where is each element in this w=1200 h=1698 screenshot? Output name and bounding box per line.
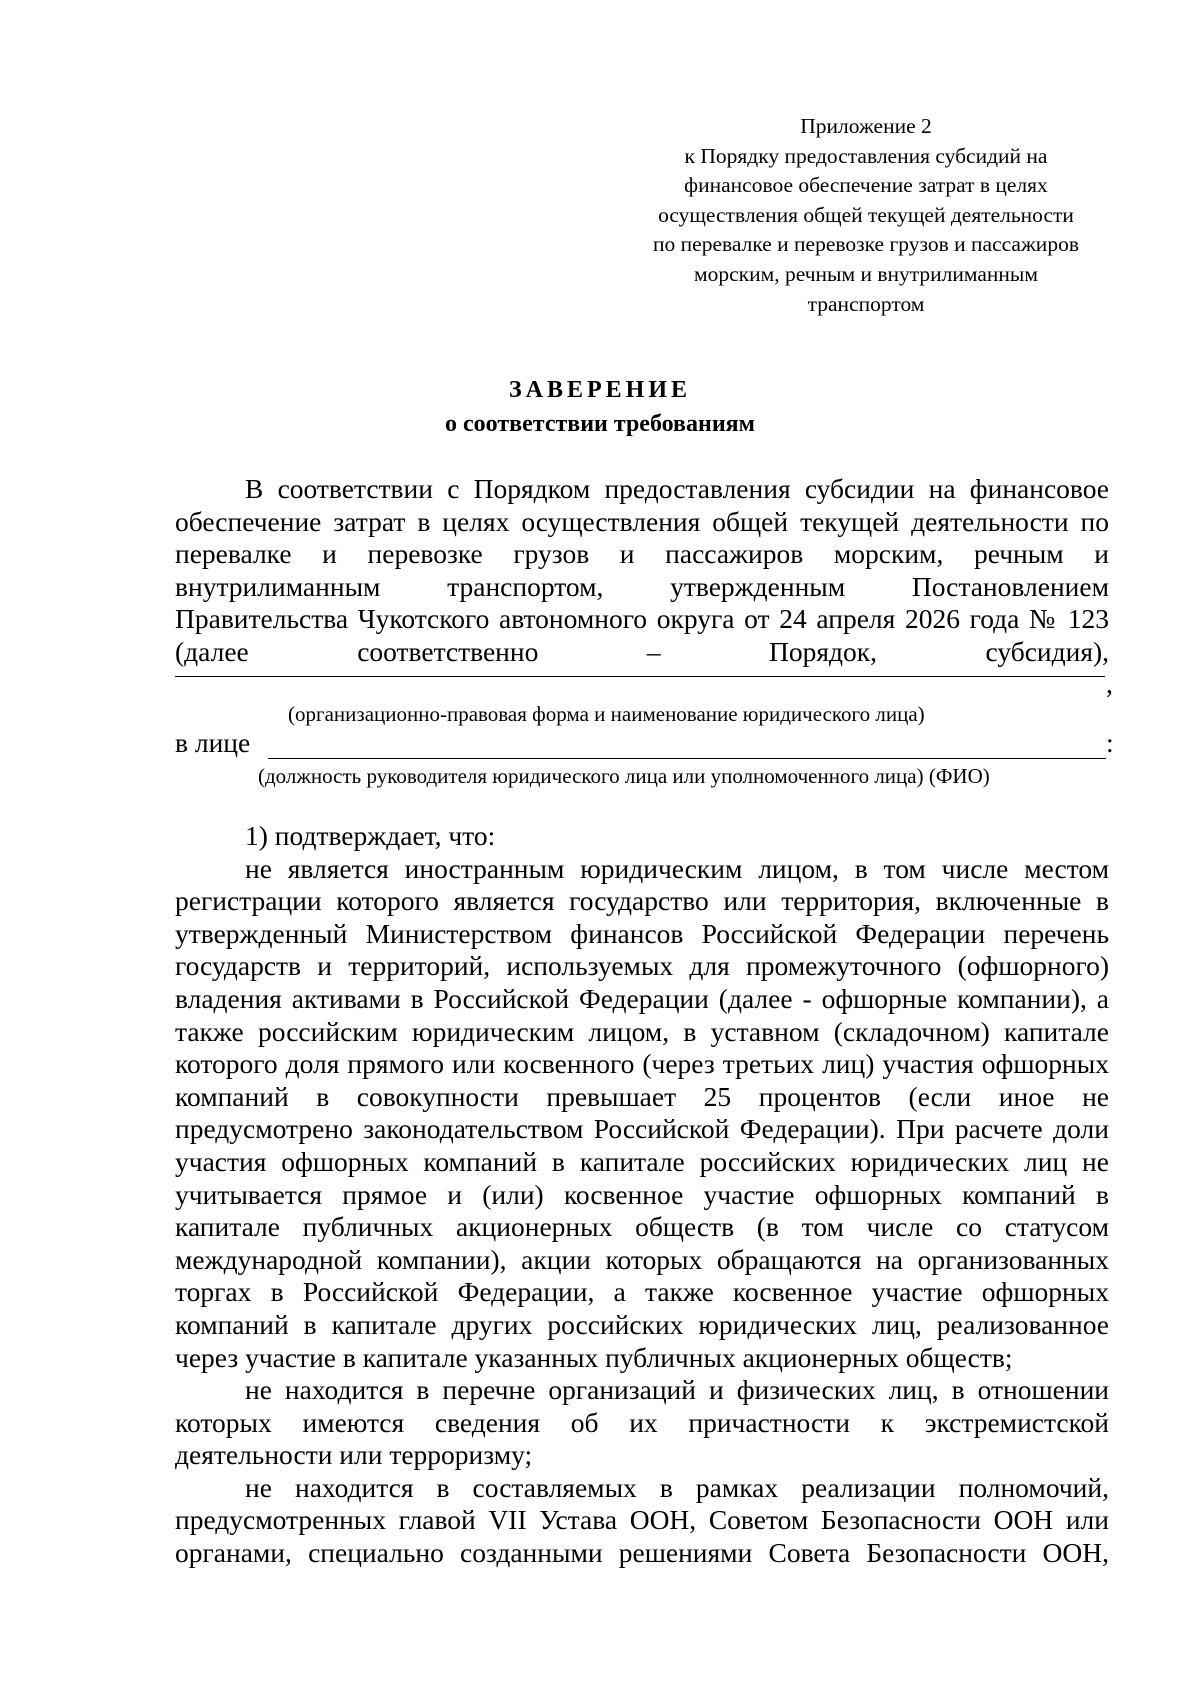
intro-word: субсидия), — [985, 635, 1110, 667]
org-name-trailing-comma: , — [1106, 668, 1113, 699]
intro-line: перевалке и перевозке грузов и пассажиров морским, речным и — [175, 538, 1109, 570]
item2-line: которых имеются сведения об их причастности к экстремистской — [175, 1406, 1109, 1438]
item3-line: предусмотренных главой VII Устава ООН, Советом Безопасности ООН или — [175, 1504, 1109, 1536]
intro-line-last — [175, 636, 1109, 669]
annex-line: по перевалке и перевозке грузов и пассажиров — [653, 232, 1079, 257]
item3-line: органами, специально созданными решениями Совета Безопасности ООН, — [175, 1537, 1109, 1569]
annex-line: финансовое обеспечение затрат в целях — [684, 173, 1048, 198]
intro-line: внутрилиманным транспортом, утвержденным Постановлением — [175, 570, 1109, 602]
item1-line: учитывается прямое и (или) косвенное участие офшорных компаний в — [175, 1178, 1109, 1210]
confirm-heading: 1) подтверждает, что: — [245, 820, 496, 851]
item1-line: государств и территорий, используемых для промежуточного (офшорного) — [175, 950, 1109, 982]
item1-line: компаний в капитале других российских юридических лиц, реализованное — [175, 1308, 1109, 1340]
item1-line: не является иностранным юридическим лицом, в том числе местом — [245, 852, 1109, 884]
item1-line: компаний в совокупности превышает 25 процентов (если иное не — [175, 1080, 1109, 1112]
item1-line: торгах в Российской Федерации, а также косвенное участие офшорных — [175, 1276, 1109, 1308]
item1-line: через участие в капитале указанных публичных акционерных обществ; — [175, 1341, 1013, 1373]
annex-line: к Порядку предоставления субсидий на — [684, 143, 1048, 168]
annex-line: осуществления общей текущей деятельности — [658, 202, 1074, 227]
item1-line: утвержденный Министерством финансов Российской Федерации перечень — [175, 917, 1109, 949]
item1-line: владения активами в Российской Федерации (далее - офшорные компании), а — [175, 982, 1109, 1014]
annex-header — [618, 112, 1114, 319]
item1-line: международной компании), акции которых обращаются на организованных — [175, 1243, 1109, 1275]
person-label: в лице — [175, 727, 251, 758]
item1-line: которого доля прямого или косвенного (через третьих лиц) участия офшорных — [175, 1048, 1109, 1080]
intro-line: обеспечение затрат в целях осуществления общей текущей деятельности по — [175, 505, 1109, 537]
person-caption: (должность руководителя юридического лица или уполномоченного лица) (ФИО) — [258, 764, 990, 788]
item1-line: капитале публичных акционерных обществ (в том числе со статусом — [175, 1211, 1109, 1243]
document-title: ЗАВЕРЕНИЕ — [508, 377, 692, 403]
person-field[interactable] — [268, 758, 1106, 759]
intro-word: соответственно — [357, 635, 539, 667]
intro-word: – — [646, 635, 661, 667]
intro-line: В соответствии с Порядком предоставления субсидии на финансовое — [245, 473, 1109, 504]
item2-line: деятельности или терроризму; — [175, 1439, 533, 1471]
item3-line: не находится в составляемых в рамках реализации полномочий, — [245, 1471, 1109, 1503]
org-name-field[interactable] — [175, 676, 1105, 677]
intro-word: Порядок, — [769, 635, 878, 667]
person-trailing-colon: : — [1106, 727, 1114, 758]
intro-paragraph — [175, 473, 1109, 669]
intro-word: (далее — [175, 635, 249, 667]
annex-line: Приложение 2 — [800, 114, 932, 138]
intro-line: Правительства Чукотского автономного округа от 24 апреля 2026 года № 123 — [175, 603, 1109, 635]
annex-line: морским, речным и внутрилиманным — [694, 261, 1038, 286]
item1-line: также российским юридическим лицом, в уставном (складочном) капитале — [175, 1015, 1109, 1047]
document-subtitle: о соответствии требованиям — [445, 411, 755, 437]
item1-line: регистрации которого является государство или территория, включенные в — [175, 885, 1109, 917]
item1-line: участия офшорных компаний в капитале российских юридических лиц не — [175, 1145, 1109, 1177]
annex-line: транспортом — [807, 291, 925, 316]
org-name-caption: (организационно-правовая форма и наименование юридического лица) — [288, 702, 925, 726]
item1-line: предусмотрено законодательством Российской Федерации). При расчете доли — [175, 1113, 1109, 1145]
item2-line: не находится в перечне организаций и физических лиц, в отношении — [245, 1374, 1109, 1406]
confirm-section — [175, 820, 1109, 1570]
